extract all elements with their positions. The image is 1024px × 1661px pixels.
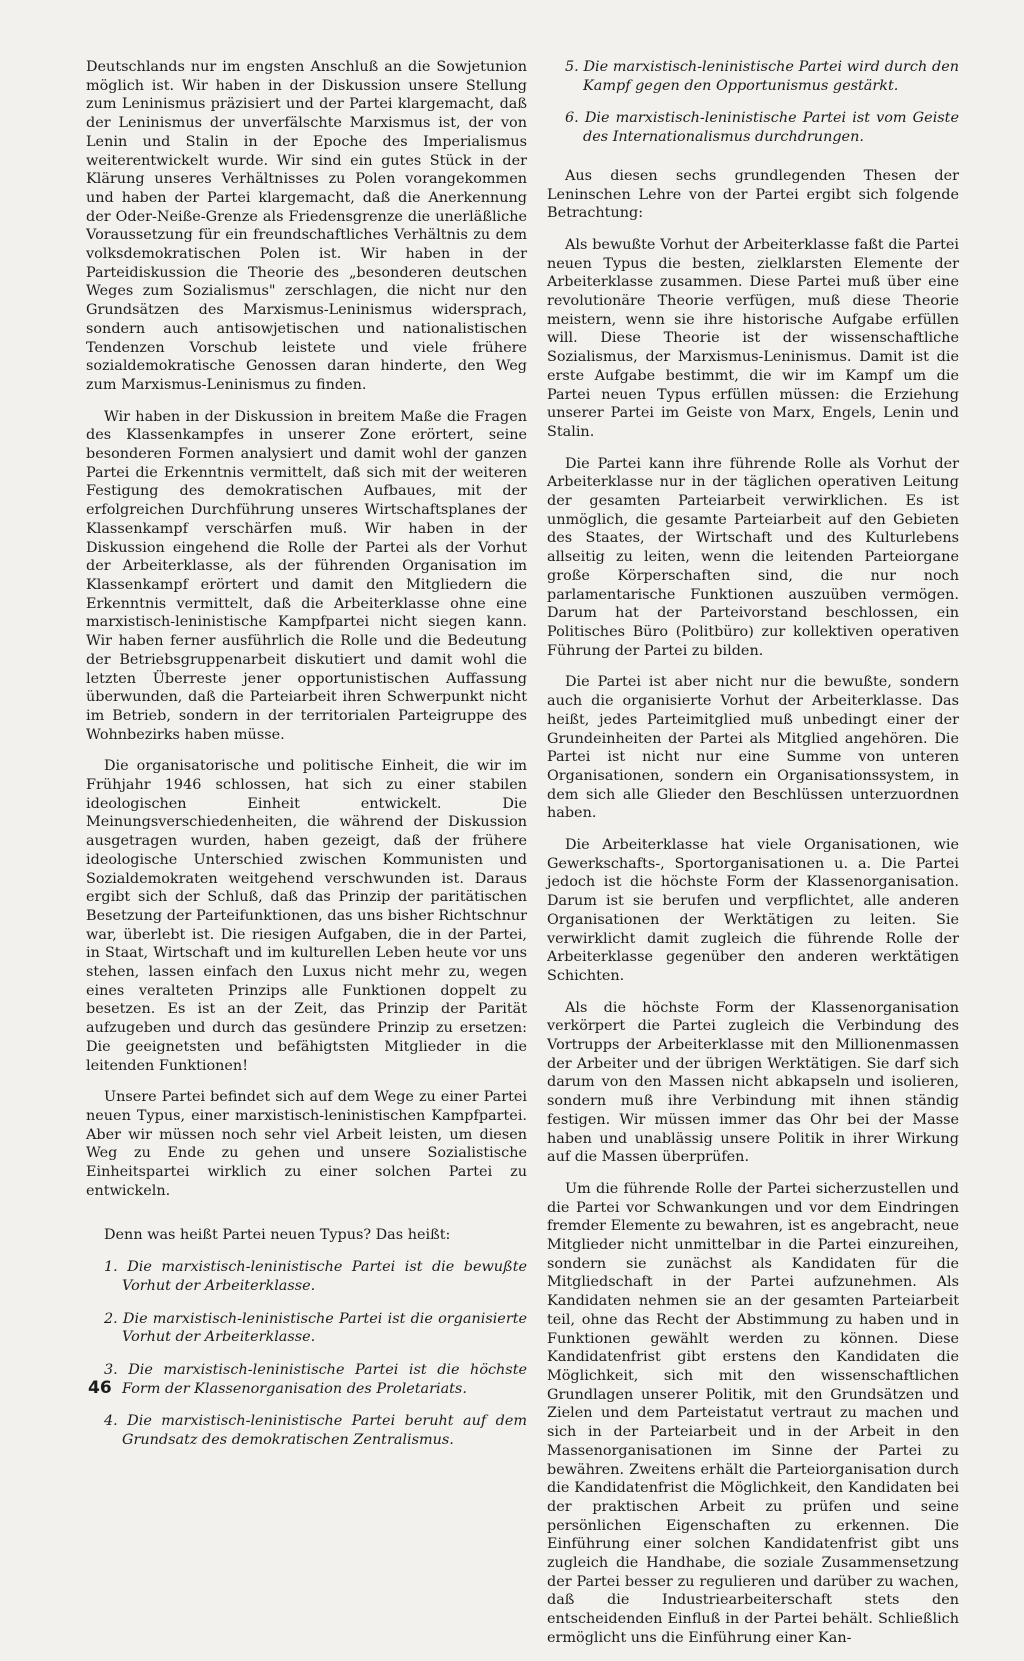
theses-list [86,1258,527,1450]
thesis-item: 5. Die marxistisch-leninistische Partei wird durch den Kampf gegen den Opportunismus gestärkt. [565,59,959,94]
paragraph: Unsere Partei befindet sich auf dem Wege zu einer Partei neuen Typus, einer marxistisch-leninistischen Kampfpartei. Aber wir müssen noch sehr viel Arbeit leisten, um diesen Weg zu Ende zu gehen und unsere Sozialistische Einheitspartei wirklich zu einer solchen Partei zu entwickeln. [86,1089,527,1199]
paragraph: Aus diesen sechs grundlegenden Thesen der Leninschen Lehre von der Partei ergibt sich folgende Betrachtung: [547,167,959,222]
paragraph: Denn was heißt Partei neuen Typus? Das heißt: [104,1227,451,1244]
paragraph: Deutschlands nur im engsten Anschluß an die Sowjetunion möglich ist. Wir haben in der Diskussion unsere Stellung zum Leninismus präzisiert und der Partei klargemacht, daß der Leninismus der unverfälschte Marxismus ist, der von Lenin und Stalin in der Epoche des Imperialismus weiterentwickelt wurde. Wir sind ein gutes Stück in der Klärung unseres Verhältnisses zu Polen vorangekommen und haben der Partei klargemacht, daß die Anerkennung der Oder-Neiße-Grenze als Friedensgrenze die unerläßliche Voraussetzung für ein freundschaftliches Verhältnis zu dem volksdemokratischen Polen ist. Wir haben in der Parteidiskussion die Theorie des „besonderen deutschen Weges zum Sozialismus" zerschlagen, die nicht nur den Grundsätzen des Marxismus-Leninismus widersprach, sondern auch antisowjetischen und nationalistischen Tendenzen Vorschub leistete und viele frühere sozialdemokratische Genossen daran hinderte, den Weg zum Marxismus-Leninismus zu finden. [86,59,527,393]
paragraph: Als die höchste Form der Klassenorganisation verkörpert die Partei zugleich die Verbindung des Vortrupps der Arbeiterklasse mit den Millionenmassen der Arbeiter und der übrigen Werktätigen. Sie darf sich darum von den Massen nicht abkapseln und isolieren, sondern muß ihre Verbindung mit ihnen ständig festigen. Wir müssen immer das Ohr bei der Masse haben und unablässig unsere Politik in ihrer Wirkung auf die Massen überprüfen. [547,999,959,1166]
left-column [86,58,527,1464]
paragraph: Wir haben in der Diskussion in breitem Maße die Fragen des Klassenkampfes in unserer Zone erörtert, seine besonderen Formen analysiert und damit wohl der ganzen Partei die Erkenntnis vermittelt, daß sich mit der weiteren Festigung des demokratischen Aufbaues, mit der erfolgreichen Durchführung unseres Wirtschaftsplanes der Klassenkampf verschärfen muß. Wir haben in der Diskussion eingehend die Rolle der Partei als der Vorhut der Arbeiterklasse, als der führenden Organisation im Klassenkampf erörtert und damit den Mitgliedern die Erkenntnis vermittelt, daß die Arbeiterklasse ohne eine marxistisch-leninistische Kampfpartei nicht siegen kann. Wir haben ferner ausführlich die Rolle und die Bedeutung der Betriebsgruppenarbeit diskutiert und damit wohl die letzten Überreste jener opportunistischen Auffassung überwunden, daß die Parteiarbeit ihren Schwerpunkt nicht im Betrieb, sondern in der territorialen Parteigruppe des Wohnbezirks haben müsse. [86,408,527,743]
paragraph: Als bewußte Vorhut der Arbeiterklasse faßt die Partei neuen Typus die besten, zielklarsten Elemente der Arbeiterklasse zusammen. Diese Partei muß über eine revolutionäre Theorie verfügen, muß diese Theorie meistern, wenn sie ihre historische Aufgabe erfüllen will. Diese Theorie ist der wissenschaftliche Sozialismus, der Marxismus-Leninismus. Damit ist die erste Aufgabe bestimmt, die wir im Kampf um die Partei neuen Typus erfüllen müssen: die Erziehung unserer Partei im Geiste von Marx, Engels, Lenin und Stalin. [547,236,959,440]
paragraph: Um die führende Rolle der Partei sicherzustellen und die Partei vor Schwankungen und vor dem Eindringen fremder Elemente zu bewahren, ist es angebracht, neue Mitglieder nicht unmittelbar in die Partei einzureihen, sondern sie zunächst als Kandidaten für die Mitgliedschaft in der Partei aufzunehmen. Als Kandidaten nehmen sie an der gesamten Parteiarbeit teil, ohne das Recht der Abstimmung zu haben und in Funktionen gewählt werden zu können. Diese Kandidatenfrist gibt erstens den Kandidaten die Möglichkeit, sich mit den wissenschaftlichen Grundlagen unserer Politik, mit den Grundsätzen und Zielen und dem Parteistatut vertraut zu machen und sich in der Parteiarbeit und in der Arbeit in den Massenorganisationen im Sinne der Partei zu bewähren. Zweitens erhält die Parteiorganisation durch die Kandidatenfrist die Möglichkeit, den Kandidaten bei der praktischen Arbeit zu prüfen und seine persönlichen Eigenschaften zu erkennen. Die Einführung einer solchen Kandidatenfrist gibt uns zugleich die Handhabe, die soziale Zusammensetzung der Partei besser zu regulieren und darüber zu wachen, daß die Industriearbeiterschaft stets den entscheidenden Einfluß in der Partei behält. Schließlich ermöglicht uns die Einführung einer Kan- [547,1180,959,1646]
thesis-item: 2. Die marxistisch-leninistische Partei ist die organisierte Vorhut der Arbeiterklasse. [104,1310,527,1346]
paragraph: Die Arbeiterklasse hat viele Organisationen, wie Gewerkschafts-, Sportorganisationen u. a. Die Partei jedoch ist die höchste Form der Klassenorganisation. Darum ist sie berufen und verpflichtet, alle anderen Organisationen der Werktätigen zu leiten. Sie verwirklicht damit zugleich die führende Rolle der Arbeiterklasse gegenüber den anderen werktätigen Schichten. [547,837,959,984]
paragraph: Die Partei ist aber nicht nur die bewußte, sondern auch die organisierte Vorhut der Arbeiterklasse. Das heißt, jedes Parteimitglied muß unbedingt einer der Grundeinheiten der Partei als Mitglied angehören. Die Partei ist nicht nur eine Summe von unteren Organisationen, sondern ein Organisationssystem, in dem sich alle Glieder den Beschlüssen unterzuordnen haben. [547,674,959,822]
thesis-item: 1. Die marxistisch-leninistische Partei ist die bewußte Vorhut der Arbeiterklasse. [104,1259,527,1294]
theses-list [547,58,959,147]
page-number: 46 [88,1378,112,1398]
right-column [547,58,959,1661]
paragraph: Die organisatorische und politische Einheit, die wir im Frühjahr 1946 schlossen, hat sich zu einer stabilen ideologischen Einheit entwickelt. Die Meinungsverschiedenheiten, die während der Diskussion ausgetragen wurden, haben gezeigt, daß der frühere ideologische Unterschied zwischen Kommunisten und Sozialdemokraten weitgehend verschwunden ist. Daraus ergibt sich der Schluß, daß das Prinzip der paritätischen Besetzung der Parteifunktionen, das uns bisher Richtschnur war, überlebt ist. Die riesigen Aufgaben, die in der Partei, in Staat, Wirtschaft und im kulturellen Leben heute vor uns stehen, lassen einfach den Luxus nicht mehr zu, wegen eines veralteten Prinzips alle Funktionen doppelt zu besetzen. Es ist an der Zeit, das Prinzip der Parität aufzugeben und durch das gesündere Prinzip zu ersetzen: Die geeignetsten und befähigtsten Mitglieder in die leitenden Funktionen! [86,758,527,1074]
thesis-item: 3. Die marxistisch-leninistische Partei ist die höchste Form der Klassenorganisation des Proletariats. [104,1362,527,1397]
thesis-item: 6. Die marxistisch-leninistische Partei ist vom Geiste des Internationalismus durchdrungen. [565,110,959,146]
paragraph: Die Partei kann ihre führende Rolle als Vorhut der Arbeiterklasse nur in der täglichen operativen Leitung der gesamten Parteiarbeit verwirklichen. Es ist unmöglich, die gesamte Parteiarbeit auf den Gebieten des Staates, der Wirtschaft und des Kulturlebens allseitig zu leiten, wenn die leitenden Parteiorgane große Körperschaften sind, die nur noch parlamentarische Funktionen auszuüben vermögen. Darum hat der Parteivorstand beschlossen, ein Politisches Büro (Politbüro) zur kollektiven operativen Führung der Partei zu bilden. [547,455,959,659]
thesis-item: 4. Die marxistisch-leninistische Partei beruht auf dem Grundsatz des demokratischen Zentralismus. [104,1413,527,1449]
